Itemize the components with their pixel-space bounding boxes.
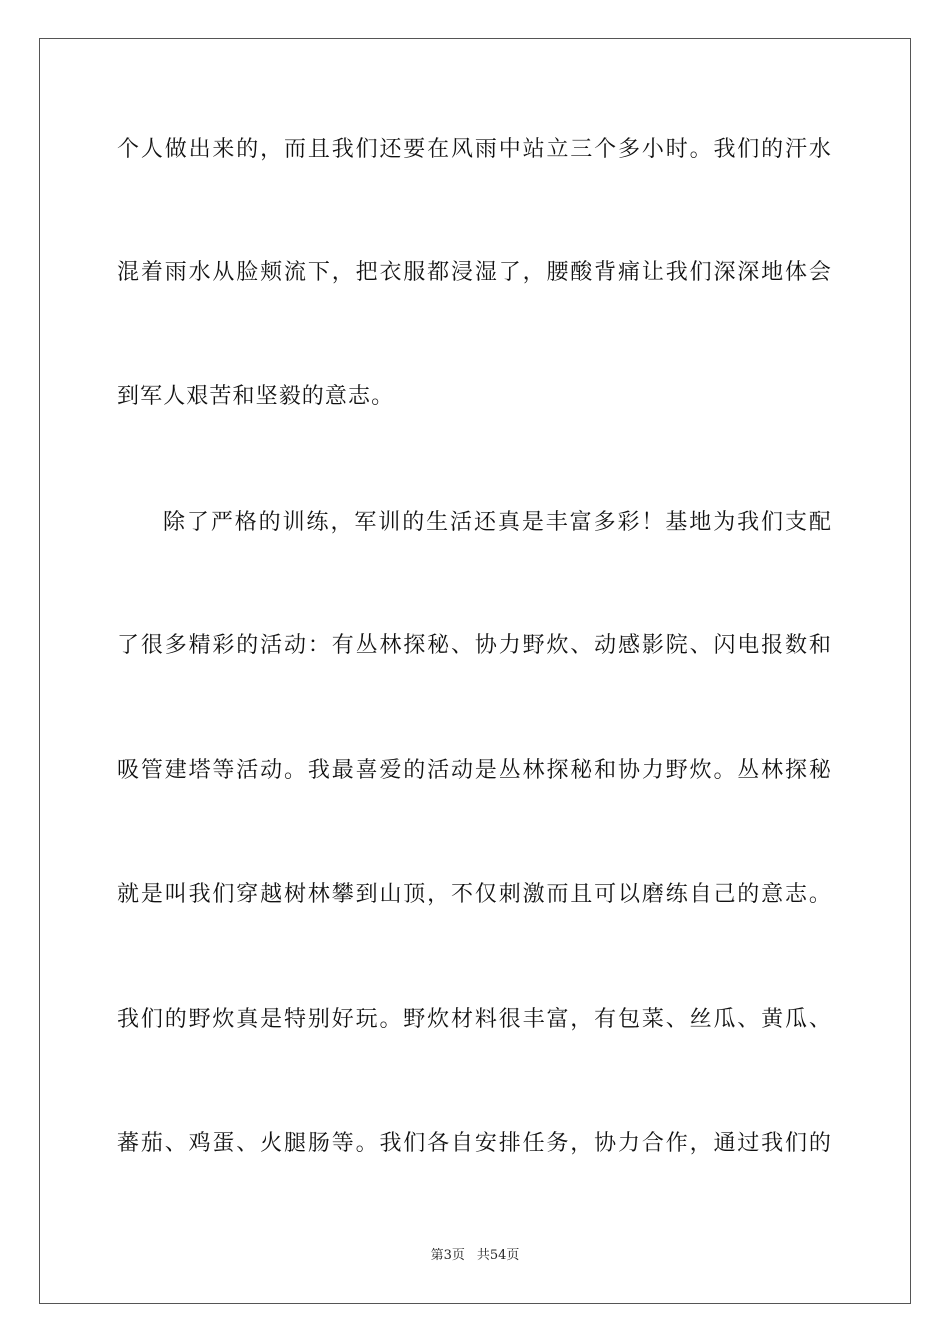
text-line-5: 了很多精彩的活动：有丛林探秘、协力野炊、动感影院、闪电报数和 (117, 633, 832, 658)
page-number: 第3页 (430, 1248, 465, 1263)
text-line-1: 个人做出来的，而且我们还要在风雨中站立三个多小时。我们的汗水 (117, 137, 832, 162)
text-line-2: 混着雨水从脸颊流下，把衣服都浸湿了，腰酸背痛让我们深深地体会 (117, 260, 832, 285)
page-footer (0, 1247, 950, 1265)
text-line-9: 蕃茄、鸡蛋、火腿肠等。我们各自安排任务，协力合作，通过我们的 (117, 1131, 832, 1156)
text-line-7: 就是叫我们穿越树林攀到山顶，不仅刺激而且可以磨练自己的意志。 (117, 882, 832, 907)
text-line-3: 到军人艰苦和坚毅的意志。 (117, 384, 395, 409)
page-border (39, 38, 911, 1304)
page-total: 共54页 (476, 1248, 520, 1263)
text-line-6: 吸管建塔等活动。我最喜爱的活动是丛林探秘和协力野炊。丛林探秘 (117, 758, 832, 783)
text-line-8: 我们的野炊真是特别好玩。野炊材料很丰富，有包菜、丝瓜、黄瓜、 (117, 1007, 832, 1032)
text-line-4-paragraph-start: 除了严格的训练，军训的生活还真是丰富多彩！基地为我们支配 (163, 510, 832, 535)
